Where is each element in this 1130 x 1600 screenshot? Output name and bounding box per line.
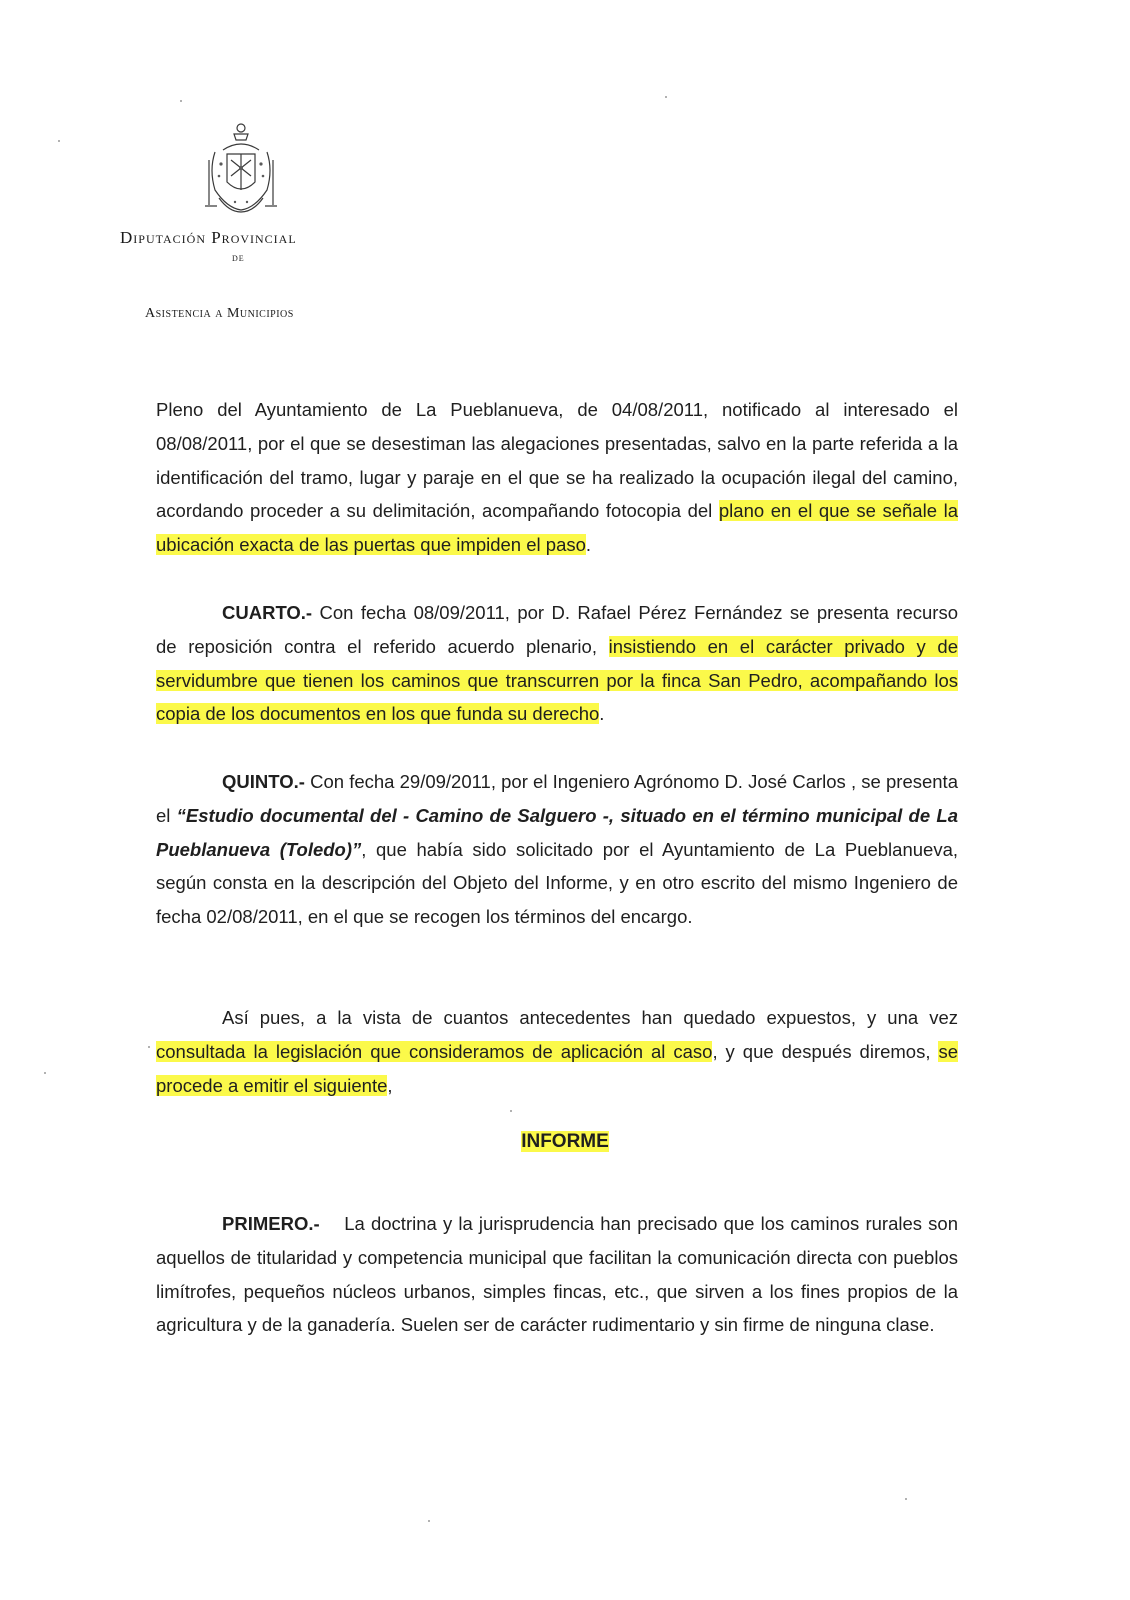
paragraph-text: , [387,1074,393,1096]
paragraph-text: La doctrina y la jurisprudencia han precisado que los caminos rurales son aquellos de titularidad y competencia municipal que facilitan la comunicación directa con pueblos limítrofes, pequeños núcleos urbanos, simples fincas, etc., que sirven a los fines propios de la agricultura y de la ganadería. Suelen ser de carácter rudimentario y sin firme de ninguna clase. [156,1213,964,1336]
heading-text: INFORME [521,1131,609,1152]
paragraph-text: , y que después diremos, [712,1040,939,1062]
scan-speck [180,100,182,102]
section-label: PRIMERO.- [222,1213,320,1234]
org-name: Diputación Provincial [120,228,297,247]
department-name: Asistencia a Municipios [145,306,294,321]
scan-speck [44,1072,46,1074]
org-name-de: de [232,250,245,264]
paragraph-text: Con fecha 08/09/2011, por D. Rafael Pérez Fernández se presenta recurso de reposición contra el referido acuerdo plenario, [156,602,958,657]
paragraph-text: . [585,534,592,556]
paragraph-text: . [599,703,605,725]
paragraph-pleno [156,393,958,562]
scan-speck [510,1110,512,1112]
paragraph-text: Así pues, a la vista de cuantos antecedentes han quedado expuestos, y una vez [222,1007,958,1028]
scan-speck [665,96,667,98]
section-label: QUINTO.- [222,771,305,792]
highlighted-text: se procede a emitir el siguiente [156,1040,958,1096]
paragraph-text: Con fecha 29/09/2011, por el Ingeniero Agrónomo D. José Carlos , se presenta el [156,771,958,826]
paragraph-text: Pleno del Ayuntamiento de La Pueblanueva, de 04/08/2011, notificado al interesado el 08/08/2011, por el que se desestiman las alegaciones presentadas, salvo en la parte referida a la identificación del tramo, lugar y paraje en el que se ha realizado la ocupación ilegal del camino, acordando proceder a su delimitación, acompañando fotocopia del [156,399,958,522]
highlighted-text: insistiendo en el carácter privado y de servidumbre que tienen los caminos que transcurren por la finca San Pedro, acompañando los copia de los documentos en los que funda su derecho [156,635,958,725]
paragraph-asi-pues [156,1001,958,1102]
highlighted-text: consultada la legislación que consideramos de aplicación al caso [156,1040,713,1062]
section-label: CUARTO.- [222,602,313,623]
study-title: “Estudio documental del - Camino de Salguero -, situado en el término municipal de La Pueblanueva (Toledo)” [156,804,958,860]
paragraph-text: , que había sido solicitado por el Ayuntamiento de La Pueblanueva, según consta en la descripción del Objeto del Informe, y en otro escrito del mismo Ingeniero de fecha 02/08/2011, en el que se recogen los términos del encargo. [156,838,958,928]
section-heading [0,1125,1130,1159]
scan-speck [905,1498,907,1500]
highlighted-text: plano en el que se señale la ubicación exacta de las puertas que impiden el paso [156,500,958,556]
scan-speck [58,140,60,142]
coat-of-arms-icon [201,120,281,215]
paragraph-cuarto [156,596,958,731]
paragraph-primero [156,1207,964,1342]
scan-speck [148,1046,150,1048]
scan-speck [428,1520,430,1522]
paragraph-quinto [156,765,958,934]
